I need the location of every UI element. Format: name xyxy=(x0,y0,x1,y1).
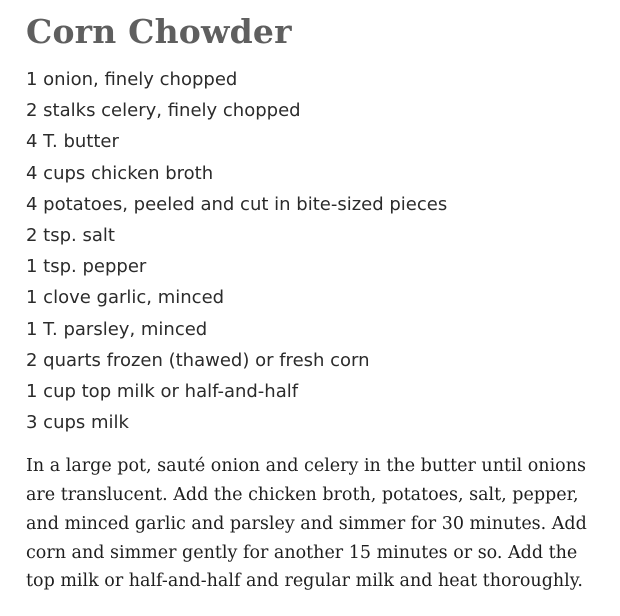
ingredient-item: 2 stalks celery, finely chopped xyxy=(26,100,301,122)
ingredient-list xyxy=(26,64,604,438)
recipe-instructions: In a large pot, sauté onion and celery in the butter until onions are translucent. Add the chicken broth, potatoes, salt, pepper, and minced garlic and parsley and simmer for 30 minutes. Add corn and simmer gently for another 15 minutes or so. Add the top milk or half-and-half and regular milk and heat thoroughly. xyxy=(26,456,587,592)
ingredient-item: 4 potatoes, peeled and cut in bite-sized pieces xyxy=(26,193,448,215)
ingredient-item: 2 tsp. salt xyxy=(26,224,115,246)
ingredient-item: 1 cup top milk or half-and-half xyxy=(26,380,299,402)
ingredient-item: 4 cups chicken broth xyxy=(26,162,214,184)
ingredient-item: 1 clove garlic, minced xyxy=(26,287,225,309)
ingredient-item: 1 T. parsley, minced xyxy=(26,318,208,340)
recipe-title: Corn Chowder xyxy=(26,12,292,51)
ingredient-item: 1 onion, finely chopped xyxy=(26,69,238,90)
ingredient-item: 1 tsp. pepper xyxy=(26,256,147,278)
ingredient-item: 4 T. butter xyxy=(26,131,119,153)
ingredient-item: 3 cups milk xyxy=(26,412,129,434)
ingredient-item: 2 quarts frozen (thawed) or fresh corn xyxy=(26,349,370,371)
